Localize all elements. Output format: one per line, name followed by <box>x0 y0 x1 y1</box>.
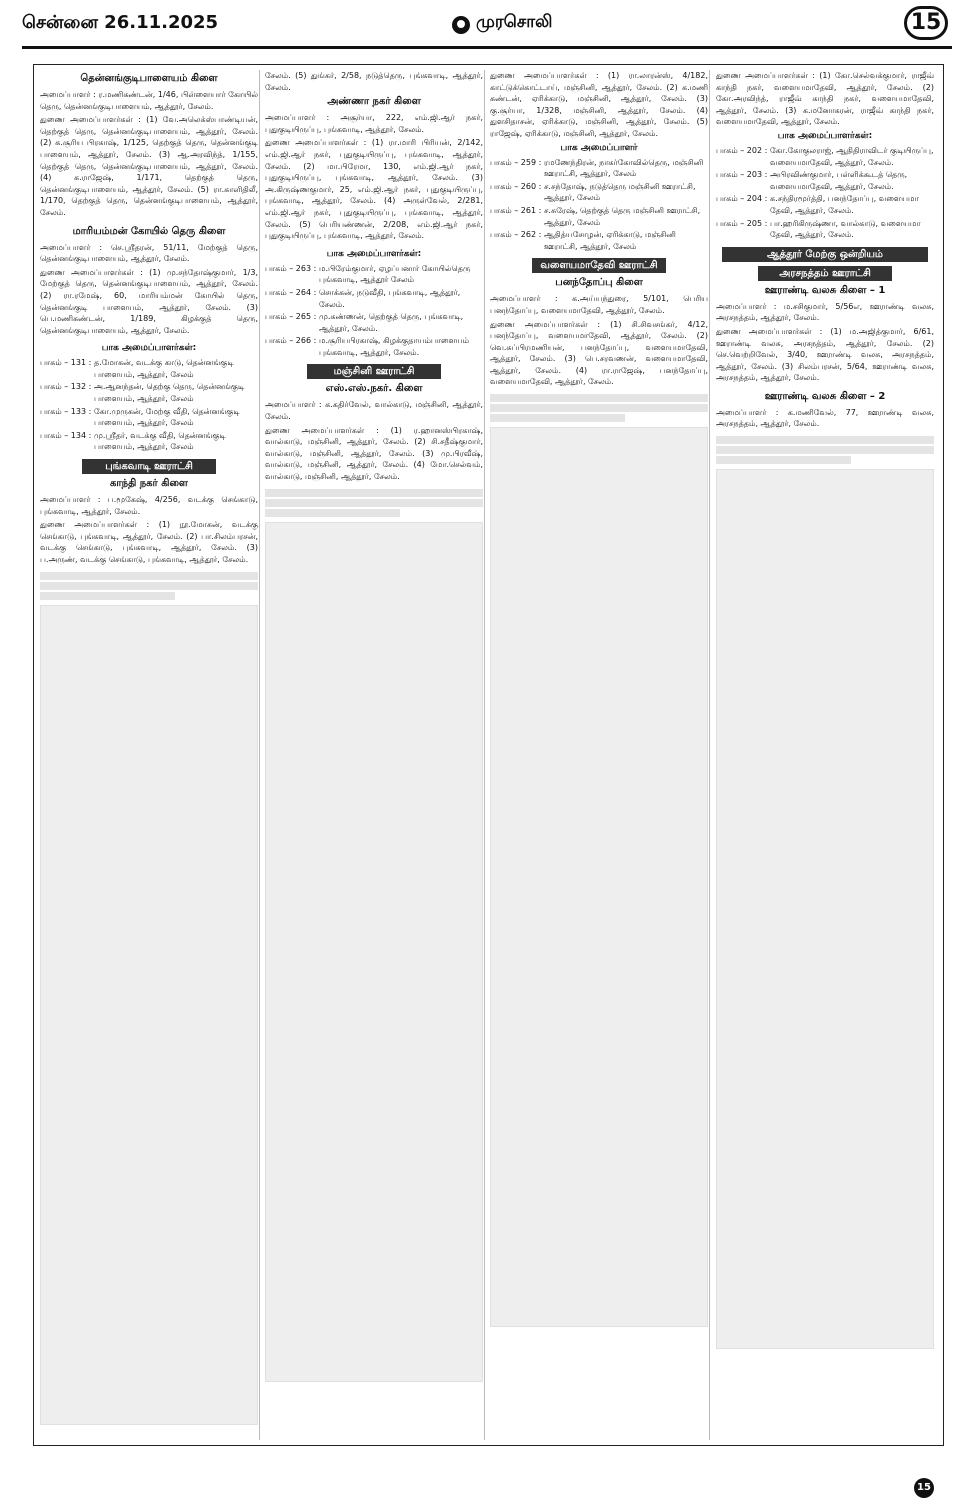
placeholder-block <box>490 427 708 1327</box>
booth-organizers-block <box>265 248 483 359</box>
booth-label: பாகம் – 261 : <box>490 205 542 215</box>
deputy-organizers-entry: துணை அமைப்பாளர்கள் : (1) நூ.மோகன், வடக்கு செங்காடு, புங்கவாடி, ஆத்தூர், சேலம். (2) பா.சிலம்பரசன், வடக்கு செங்காடு, புங்கவாடி, ஆத்தூர், சேலம். (3) ப.அருண், வடக்கு செங்காடு, புங்கவாடி, ஆத்தூர், சேலம். <box>40 520 258 564</box>
elephant-logo-icon <box>452 16 470 34</box>
masthead <box>0 0 972 52</box>
branch-block <box>265 95 483 242</box>
booth-organizers-block <box>40 342 258 453</box>
placeholder-line <box>490 404 708 412</box>
panchayat-band: மஞ்சினி ஊராட்சி <box>307 364 441 379</box>
placeholder-line <box>716 446 934 454</box>
booth-row <box>40 381 258 404</box>
panchayat-band: அரசநத்தம் ஊராட்சி <box>758 266 892 281</box>
placeholder-line <box>716 456 851 464</box>
organizer-entry: அமைப்பாளர் : க.கதிர்வேல், வால்காடு, மஞ்சினி, ஆத்தூர், சேலம். <box>265 400 483 422</box>
column-divider <box>709 70 710 1440</box>
placeholder-line <box>716 436 934 444</box>
booth-row <box>265 287 483 310</box>
placeholder-line <box>265 509 400 517</box>
booth-label: பாகம் – 203 : <box>716 170 768 180</box>
placeholder-line <box>40 572 258 580</box>
branch-block <box>40 225 258 337</box>
booth-row <box>490 181 708 204</box>
booth-label: பாகம் – 266 : <box>265 336 317 346</box>
placeholder-line <box>490 414 625 422</box>
placeholder-block <box>40 605 258 1425</box>
booth-row <box>40 406 258 429</box>
placeholder-text-lines <box>40 572 258 600</box>
section-title: காந்தி நகர் கிளை <box>110 478 188 490</box>
placeholder-block <box>265 522 483 1382</box>
placeholder-text-lines <box>265 489 483 517</box>
booth-value: சொக்கன், நடுவீதி, புங்கவாடி, ஆத்தூர், சேலம். <box>319 287 461 309</box>
placeholder-line <box>40 592 175 600</box>
column-3 <box>490 70 708 1440</box>
booth-row <box>716 193 934 216</box>
deputy-organizers-entry: துணை அமைப்பாளர்கள் : (1) சி.சிவசங்கர், 4/12, பனந்தோப்பு, வளையமாதேவி, ஆத்தூர், சேலம். (2) வெ.சுப்பிரமணியன், பனந்தோப்பு, வளையமாதேவி, ஆத்தூர், சேலம். (3) பெ.சரவணன், வளையமாதேவி, ஆத்தூர், சேலம். (4) ரா.ராஜேஷ், பனந்தோப்பு, வளையமாதேவி, ஆத்தூர், சேலம். <box>490 319 708 387</box>
booth-row <box>265 263 483 286</box>
booth-label: பாகம் – 133 : <box>40 406 92 416</box>
booth-label: பாகம் – 263 : <box>265 263 317 273</box>
section-title: ஊராண்டி வலசு கிளை – 1 <box>764 284 886 296</box>
paper-name: முரசொலி <box>476 12 553 32</box>
section-title: அண்ணா நகர் கிளை <box>327 96 421 108</box>
branch-block <box>40 459 258 566</box>
deputy-organizers-entry: துணை அமைப்பாளர்கள் : (1) ரா.மாரி பிரியன், 2/142, எம்.ஜி.ஆர் நகர், புதுகுடியிருப்பு, புங்கவாடி, ஆத்தூர், சேலம். (2) மா.பிரேமா, 130, எம்.ஜி.ஆர் நகர், புதுகுடியிருப்பு, புங்கவாடி, ஆத்தூர், சேலம். (3) அ.கிருஷ்ணகுமார், 25, எம்.ஜி.ஆர் நகர், புதுகுடியிருப்பு, புங்கவாடி, ஆத்தூர், சேலம். (4) அருள்வேல், 2/281, எம்.ஜி.ஆர் நகர், புதுகுடியிருப்பு, புங்கவாடி, ஆத்தூர், சேலம். (5) பெரியண்ணன், 2/208, எம்.ஜி.ஆர் நகர், புதுகுடியிருப்பு, புங்கவாடி, ஆத்தூர், சேலம். <box>265 138 483 241</box>
booth-value: ம.சூரியபிரகாஷ், கிழக்குதாயம்பாளையம் புங்கவாடி, ஆத்தூர், சேலம். <box>319 336 470 357</box>
organizer-entry: அமைப்பாளர் : அசூர்யா, 222, எம்.ஜி.ஆர் நகர், புதுகுடியிருப்பு, புங்கவாடி, ஆத்தூர், சேலம். <box>265 113 483 134</box>
organizer-entry: அமைப்பாளர் : ர.மணிகண்டன், 1/46, பிள்ளையார் கோயில் தெரு, தென்னங்குடிபாளையம், ஆத்தூர், சேலம். <box>40 90 258 111</box>
section-title: எஸ்.எஸ்.நகர். கிளை <box>325 383 423 395</box>
booth-value: மு.கண்ணன், தெற்குத் தெரு, புங்கவாடி, ஆத்தூர், சேலம். <box>319 312 464 333</box>
booth-value: பா.ஹரிகிருஷ்ணா, வால்காடு, வளையமா தேவி, ஆத்தூர், சேலம். <box>770 218 921 240</box>
booth-value: அ.ஆனந்தன், தெற்கு தெரு, தென்னங்குடி பாளையம், ஆத்தூர், சேலம் <box>94 382 245 404</box>
panchayat-band: புங்கவாடி ஊராட்சி <box>82 459 216 474</box>
branch-block <box>716 247 934 384</box>
booth-value: ரமணேந்திரன், நாகர்கோவில்தெரு, மஞ்சினி ஊராட்சி, ஆத்தூர், சேலம் <box>544 157 704 179</box>
section-title: தென்னங்குடிபாளையம் கிளை <box>80 73 218 84</box>
footer-page-number: 15 <box>914 1478 934 1498</box>
booth-row <box>716 218 934 241</box>
placeholder-line <box>490 394 708 402</box>
booth-label: பாகம் – 260 : <box>490 181 542 191</box>
date-line: சென்னை 26.11.2025 <box>22 12 219 33</box>
column-divider <box>259 70 260 1440</box>
booth-value: ஆதித்யசோழன், ஏரிக்காடு, மஞ்சினி ஊராட்சி, ஆத்தூர், சேலம் <box>544 230 676 251</box>
booth-value: கோ.முருகன், மேற்கு வீதி, தென்னங்குடி பாளையம், ஆத்தூர், சேலம் <box>94 406 240 428</box>
booth-row <box>40 357 258 380</box>
deputy-organizers-entry: துணை அமைப்பாளர்கள் : (1) வே.அலெக்ஸ்பாண்டியன், தெற்குத் தெரு, தென்னங்குடிபாளையம், ஆத்தூர், சேலம். (2) க.சூரிய பிரகாஷ், 1/125, தெற்குத் தெரு, தென்னங்குடி பாளையம், ஆத்தூர், சேலம். (3) ஆ.அரவிந்த், 1/155, தெற்குத் தெரு, தென்னங்குடிபாளையம், ஆத்தூர், சேலம். (4) க.ராஜேஷ், 1/171, தெற்குத் தெரு, தென்னங்குடிபாளையம், ஆத்தூர், சேலம். (5) ரா.காளிதிலீ, 1/170, தெற்குத் தெரு, தென்னங்குடிபாளையம், ஆத்தூர், சேலம். <box>40 115 258 217</box>
deputy-organizers-entry: துணை அமைப்பாளர்கள் : (1) ம.அஜித்குமார், 6/61, ஊராண்டி வலசு, அரசநத்தம், ஆத்தூர், சேலம். (2) செ.வெற்றிவேல், 3/40, ஊராண்டி வலசு, அரசநத்தம், ஆத்தூர், சேலம். (3) சிலம்பரசன், 5/64, ஊராண்டி வலசு, அரசநத்தம், ஆத்தூர், சேலம். <box>716 326 934 383</box>
branch-block <box>265 364 483 482</box>
deputy-organizers-entry: துணை அமைப்பாளர்கள் : (1) ர.ஹானஸ்பிரகாஷ், வால்காடு, மஞ்சினி, ஆத்தூர், சேலம். (2) சி.சதீஷ்குமார், வால்காடு, மஞ்சினி, ஆத்தூர், சேலம். (3) மு.பிரவீஷ், வால்காடு, மஞ்சினி, ஆத்தூர், சேலம். (4) மோ.செல்வம், வால்காடு, மஞ்சினி, ஆத்தூர், சேலம். <box>265 425 483 482</box>
booth-value: க.சந்திரமூர்த்தி, பனந்தோப்பு, வளையமா தேவி, ஆத்தூர், சேலம். <box>770 194 919 215</box>
placeholder-line <box>40 582 258 590</box>
deputy-organizers-entry: துணை அமைப்பாளர்கள் : (1) கோ.செல்வக்குமார், ராஜீவ் காந்தி நகர், வளையமாதேவி, ஆத்தூர், சேலம். (2) கோ.அரவிந்த், ராஜீவ் காந்தி நகர், வளையமாதேவி, ஆத்தூர், சேலம். (3) க.மனோகரன், ராஜீவ் காந்தி நகர், வளையமாதேவி, ஆத்தூர், சேலம். <box>716 71 934 127</box>
organizer-entry: அமைப்பாளர் : செ.ஸ்ரீதரன், 51/11, மேற்குத் தெரு, தென்னங்குடிபாளையம், ஆத்தூர், சேலம். <box>40 242 258 264</box>
booth-header: பாக அமைப்பாளர்கள்: <box>777 130 873 141</box>
booth-organizers-block <box>716 130 934 241</box>
union-band: ஆத்தூர் மேற்கு ஒன்றியம் <box>722 247 928 262</box>
panchayat-band: வளையமாதேவி ஊராட்சி <box>532 258 666 273</box>
booth-header: பாக அமைப்பாளர்கள்: <box>326 248 422 259</box>
placeholder-line <box>265 489 483 497</box>
booth-value: த.மோகன், வடக்கு காடு, தென்னங்குடி பாளையம், ஆத்தூர், சேலம் <box>94 358 234 379</box>
booth-value: அபிரவிண்குமார், பள்ளிக்கூடத் தெரு, வளையமாதேவி, ஆத்தூர், சேலம். <box>770 170 908 191</box>
booth-value: ச.சுரேஷ், தெற்குத் தெரு மஞ்சினி ஊராட்சி, ஆத்தூர், சேலம் <box>544 205 701 227</box>
booth-label: பாகம் – 134 : <box>40 430 92 440</box>
placeholder-line <box>265 499 483 507</box>
column-divider <box>484 70 485 1440</box>
booth-label: பாகம் – 265 : <box>265 312 317 322</box>
booth-label: பாகம் – 259 : <box>490 157 542 167</box>
page-number-badge: 15 <box>904 6 948 40</box>
deputy-organizers-entry: துணை அமைப்பாளர்கள் : (1) ரா.லாரன்ஸ், 4/182, காட்டுக்கொட்டாய், மஞ்சினி, ஆத்தூர், சேலம். (2) க.மணி கண்டன், ஏரிக்காடு, மஞ்சினி, ஆத்தூர், சேலம். (3) கு.சூர்யா, 1/328, மஞ்சினி, ஆத்தூர், சேலம். (4) துளசிதாசன், ஏரிக்காடு, மஞ்சினி, ஆத்தூர், சேலம். (5) ராஜேஷ், ஏரிக்காடு, மஞ்சினி, ஆத்தூர், சேலம். <box>490 71 708 138</box>
branch-block <box>40 72 258 219</box>
column-4 <box>716 70 934 1440</box>
booth-row <box>265 335 483 358</box>
column-1 <box>40 70 258 1440</box>
booth-row <box>40 430 258 453</box>
booth-row <box>490 229 708 252</box>
section-title: மாரியம்மன் கோயில் தெரு கிளை <box>72 225 226 237</box>
organizer-entry: அமைப்பாளர் : ப.மூகேஷ், 4/256, வடக்கு செங்காடு, புங்கவாடி, ஆத்தூர், சேலம். <box>40 495 258 516</box>
placeholder-block <box>716 469 934 1349</box>
booth-label: பாகம் – 132 : <box>40 382 92 392</box>
booth-header: பாக அமைப்பாளர்கள்: <box>101 343 197 354</box>
booth-row <box>490 157 708 180</box>
booth-row <box>716 145 934 168</box>
booth-label: பாகம் – 262 : <box>490 230 542 240</box>
booth-label: பாகம் – 205 : <box>716 218 768 228</box>
booth-value: ச.சந்தோஷ், நடுத்தெரு மஞ்சினி ஊராட்சி, ஆத்தூர், சேலம் <box>544 181 696 203</box>
placeholder-text-lines <box>490 394 708 422</box>
booth-label: பாகம் – 264 : <box>265 287 317 297</box>
booth-value: கோ.கோகுலராஜ், ஆதிதிராவிடர் குடியிருப்பு, வளையமாதேவி, ஆத்தூர், சேலம். <box>770 145 934 167</box>
booth-row <box>265 311 483 334</box>
booth-header: பாக அமைப்பாளர் <box>560 142 638 153</box>
organizer-entry: அமைப்பாளர் : க.மணிவேல், 77, ஊராண்டி வலசு, அரசநத்தம், ஆத்தூர், சேலம். <box>716 407 934 429</box>
booth-value: மு.ஸ்ரீதர், வடக்கு வீதி, தென்னங்குடி பாளையம், ஆத்தூர், சேலம் <box>94 430 226 452</box>
organizer-entry: அமைப்பாளர் : ம.சசிகுமார், 5/56எ, ஊராண்டி வலசு, அரசநத்தம், ஆத்தூர், சேலம். <box>716 301 934 323</box>
organizer-entry: அமைப்பாளர் : க.அய்யந்துரை, 5/101, பெரிய பனந்தோப்பு, வளையமாதேவி, ஆத்தூர், சேலம். <box>490 294 708 315</box>
branch-block <box>490 258 708 388</box>
column-2 <box>265 70 483 1440</box>
booth-label: பாகம் – 204 : <box>716 194 768 204</box>
booth-row <box>490 205 708 228</box>
booth-organizers-block <box>490 142 708 253</box>
section-title: பனந்தோப்பு கிளை <box>555 277 643 289</box>
branch-block <box>716 390 934 430</box>
booth-label: பாகம் – 202 : <box>716 145 768 155</box>
deputy-organizers-entry: துணை அமைப்பாளர்கள் : (1) மு.சந்தோஷ்குமார், 1/3, மேற்குத் தெரு, தென்னங்குடிபாளையம், ஆத்தூர், சேலம். (2) ரா.ரமேஷ், 60, மாரியம்மன் கோயில் தெரு, தென்னங்குடி பாளையம், ஆத்தூர், சேலம். (3) பெ.மணிகண்டன், 1/189, கிழக்குத் தெரு, தென்னங்குடிபாளையம், ஆத்தூர், சேலம். <box>40 267 258 335</box>
booth-row <box>716 169 934 192</box>
masthead-rule <box>22 46 952 49</box>
section-title: ஊராண்டி வலசு கிளை – 2 <box>764 390 886 402</box>
booth-label: பாகம் – 131 : <box>40 358 92 368</box>
booth-value: ம.பிரேம்குமார், ஏழப்பனார் கோயில்தெரு புங்கவாடி, ஆத்தூர் சேலம் <box>319 263 471 285</box>
placeholder-text-lines <box>716 436 934 464</box>
continuation-entry: சேலம். (5) துங்கர், 2/58, நடுத்தெரு, புங்கவாடி, ஆத்தூர், சேலம். <box>265 71 483 92</box>
